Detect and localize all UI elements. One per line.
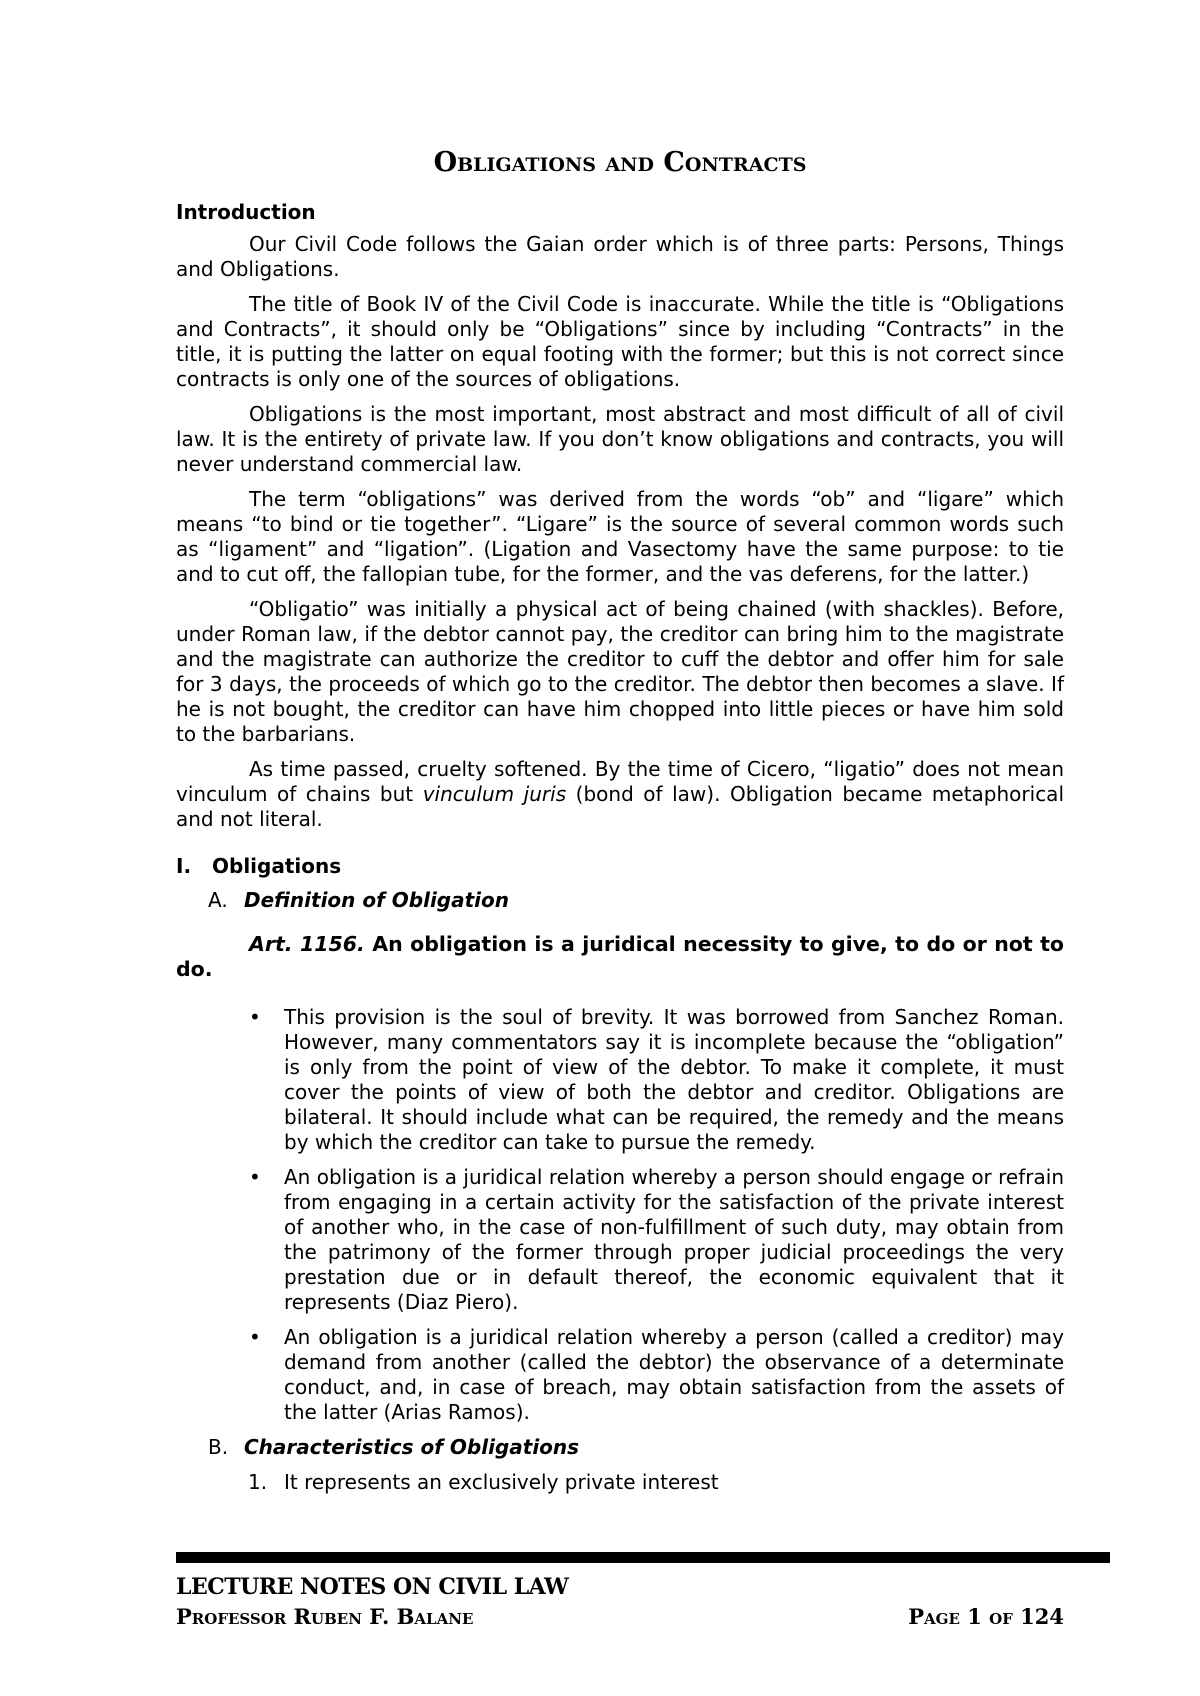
subsection-heading — [208, 888, 1064, 913]
section-title: Obligations — [212, 854, 342, 878]
intro-paragraph: Our Civil Code follows the Gaian order which is of three parts: Persons, Things and Obligations. — [176, 232, 1064, 281]
page-number: Page 1 of 124 — [908, 1604, 1064, 1629]
document-title: Obligations and Contracts — [433, 147, 807, 178]
bullet-icon: • — [249, 1005, 261, 1029]
bullet-text: An obligation is a juridical relation whereby a person (called a creditor) may demand from another (called the debtor) the observance of a determinate conduct, and, in case of breach, may obtain satisfaction from the assets of the latter (Arias Ramos). — [284, 1325, 1064, 1424]
intro-heading: Introduction — [176, 200, 316, 224]
bullet-icon: • — [249, 1165, 261, 1189]
subsection-number: A. — [208, 888, 228, 912]
definition-bullets — [176, 1005, 1064, 1425]
subsection-heading — [208, 1435, 1064, 1460]
intro-paragraph: The term “obligations” was derived from the words “ob” and “ligare” which means “to bind or tie together”. “Ligare” is the source of several common words such as “ligament” and “ligation”. (Ligation and Vasectomy have the same purpose: to tie and to cut off, the fallopian tube, for the former, and the vas deferens, for the latter.) — [176, 487, 1064, 586]
section-heading — [176, 854, 1064, 879]
subsection-title: Characteristics of Obligations — [244, 1435, 580, 1459]
footer-bar — [176, 1604, 1064, 1630]
item-number: 1. — [248, 1470, 268, 1494]
intro-paragraph: “Obligatio” was initially a physical act of being chained (with shackles). Before, under Roman law, if the debtor cannot pay, the creditor can bring him to the magistrate and the magistrate can authorize the creditor to cuff the debtor and offer him for sale for 3 days, the proceeds of which go to the creditor. The debtor then becomes a slave. If he is not bought, the creditor can have him chopped into little pieces or have him sold to the barbarians. — [176, 597, 1064, 746]
footer-course: LECTURE NOTES ON CIVIL LAW — [176, 1574, 569, 1600]
page-content — [176, 148, 1064, 1495]
subsection-title: Definition of Obligation — [244, 888, 509, 912]
bullet-text: This provision is the soul of brevity. It was borrowed from Sanchez Roman. However, many commentators say it is incomplete because the “obligation” is only from the point of view of the debtor. To make it complete, it must cover the points of view of both the debtor and creditor. Obligations are bilateral. It should include what can be required, the remedy and the means by which the creditor can take to pursue the remedy. — [284, 1005, 1064, 1154]
intro-paragraph — [176, 757, 1064, 832]
list-item — [249, 1005, 1064, 1155]
article-text: An obligation is a juridical necessity to give, to do or not to do. — [176, 932, 1064, 981]
article-label: Art. 1156. — [249, 932, 365, 956]
subsection-number: B. — [208, 1435, 229, 1459]
list-item — [248, 1470, 1064, 1495]
intro-paragraph: Obligations is the most important, most abstract and most difficult of all of civil law. It is the entirety of private law. If you don’t know obligations and contracts, you will never understand commercial law. — [176, 402, 1064, 476]
list-item — [249, 1165, 1064, 1315]
paragraph-text: (bond of law). Obligation became metaphorical and not literal. — [176, 782, 1064, 831]
footer-professor: Professor Ruben F. Balane — [176, 1604, 474, 1629]
characteristics-list — [176, 1470, 1064, 1495]
paragraph-text: As time passed, cruelty softened. By the time of Cicero, “ligatio” does not mean vinculum of chains but — [176, 757, 1064, 806]
item-text: It represents an exclusively private interest — [284, 1470, 719, 1494]
bullet-icon: • — [249, 1325, 261, 1349]
bullet-text: An obligation is a juridical relation whereby a person should engage or refrain from engaging in a certain activity for the satisfaction of the private interest of another who, in the case of non-fulfillment of such duty, may obtain from the patrimony of the former through proper judicial proceedings the very prestation due or in default thereof, the economic equivalent that it represents (Diaz Piero). — [284, 1165, 1064, 1314]
list-item — [249, 1325, 1064, 1425]
latin-term: vinculum juris — [422, 782, 567, 806]
intro-paragraph: The title of Book IV of the Civil Code is inaccurate. While the title is “Obligations and Contracts”, it should only be “Obligations” since by including “Contracts” in the title, it is putting the latter on equal footing with the former; but this is not correct since contracts is only one of the sources of obligations. — [176, 292, 1064, 391]
article-1156 — [176, 932, 1064, 982]
footer-divider — [176, 1552, 1110, 1563]
section-number: I. — [176, 854, 192, 878]
